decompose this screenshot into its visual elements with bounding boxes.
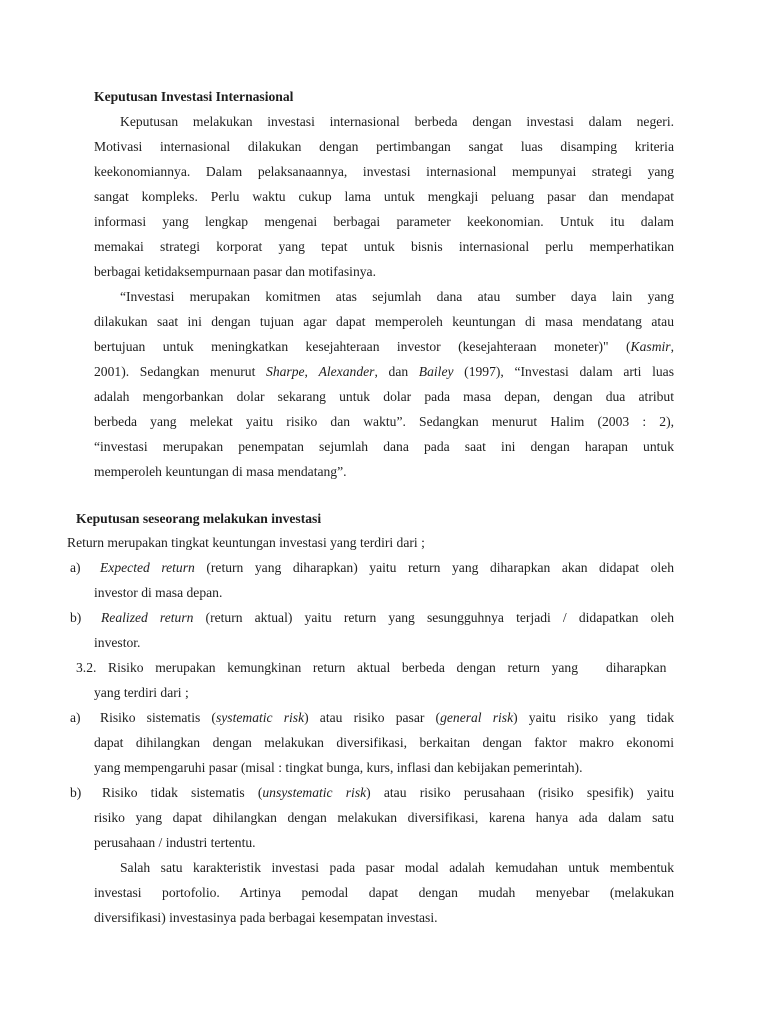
list-marker: a): [70, 560, 81, 575]
list-marker: b): [70, 610, 82, 625]
risk-definition-end: diharapkan: [606, 660, 667, 675]
term: Realized return: [101, 610, 194, 625]
paragraph-line: sangat kompleks. Perlu waktu cukup lama untuk mengkaji peluang pasar dan mendapat: [94, 189, 674, 204]
section-heading-investment-decision: Keputusan seseorang melakukan investasi: [76, 511, 322, 526]
paragraph-line: 2001). Sedangkan menurut Sharpe, Alexander, dan Bailey (1997), “Investasi dalam arti luas: [94, 364, 675, 379]
term: systematic risk: [215, 710, 305, 725]
paragraph-line: investasi portofolio. Artinya pemodal dapat dengan mudah menyebar (melakukan: [94, 885, 674, 900]
list-item-expected-return: Expected return (return yang diharapkan) yaitu return yang diharapkan akan didapat oleh: [100, 560, 674, 575]
paragraph-line: “Investasi merupakan komitmen atas sejumlah dana atau sumber daya lain yang: [120, 289, 674, 304]
author-name: Bailey: [418, 364, 454, 379]
paragraph-line: dilakukan saat ini dengan tujuan agar dapat memperoleh keuntungan di masa mendatang atau: [94, 314, 674, 329]
risk-definition-continuation: yang terdiri dari ;: [94, 685, 189, 700]
return-intro: Return merupakan tingkat keuntungan investasi yang terdiri dari ;: [67, 535, 425, 550]
author-name: Alexander: [318, 364, 375, 379]
list-marker: b): [70, 785, 82, 800]
term: general risk: [440, 710, 514, 725]
paragraph-line: Motivasi internasional dilakukan dengan pertimbangan sangat luas disamping kriteria: [94, 139, 674, 154]
paragraph-line: “investasi merupakan penempatan sejumlah dana pada saat ini dengan harapan untuk: [94, 439, 674, 454]
paragraph-line: Keputusan melakukan investasi internasional berbeda dengan investasi dalam negeri.: [120, 114, 674, 129]
list-marker: a): [70, 710, 81, 725]
list-item-continuation: investor di masa depan.: [94, 585, 223, 600]
paragraph-line: berbeda yang melekat yaitu risiko dan waktu”. Sedangkan menurut Halim (2003 : 2),: [94, 414, 674, 429]
list-item-continuation: yang mempengaruhi pasar (misal : tingkat bunga, kurs, inflasi dan kebijakan pemerintah).: [94, 760, 583, 775]
list-item-continuation: investor.: [94, 635, 141, 650]
section-heading-international-investment: Keputusan Investasi Internasional: [94, 89, 294, 104]
paragraph-line: memakai strategi korporat yang tepat untuk bisnis internasional perlu memperhatikan: [94, 239, 674, 254]
paragraph-line: keekonomiannya. Dalam pelaksanaannya, investasi internasional mempunyai strategi yang: [94, 164, 674, 179]
list-item-continuation: dapat dihilangkan dengan melakukan diversifikasi, berkaitan dengan faktor makro ekonomi: [94, 735, 674, 750]
paragraph-line: berbagai ketidaksempurnaan pasar dan motifasinya.: [94, 264, 376, 279]
paragraph-line: bertujuan untuk meningkatkan kesejahteraan investor (kesejahteraan moneter)" (Kasmir,: [94, 339, 674, 354]
paragraph-line: memperoleh keuntungan di masa mendatang”.: [94, 464, 347, 479]
citation-author: Kasmir: [630, 339, 671, 354]
paragraph-line: adalah mengorbankan dolar sekarang untuk dolar pada masa depan, dengan dua atribut: [94, 389, 674, 404]
list-item-realized-return: Realized return (return aktual) yaitu return yang sesungguhnya terjadi / didapatkan oleh: [101, 610, 675, 625]
paragraph-line: informasi yang lengkap mengenai berbagai parameter keekonomian. Untuk itu dalam: [94, 214, 674, 229]
risk-definition: 3.2. Risiko merupakan kemungkinan return aktual berbeda dengan return yang: [76, 660, 578, 675]
term: Expected return: [100, 560, 195, 575]
paragraph-line: Salah satu karakteristik investasi pada pasar modal adalah kemudahan untuk membentuk: [120, 860, 674, 875]
paragraph-line: diversifikasi) investasinya pada berbagai kesempatan investasi.: [94, 910, 438, 925]
list-item-continuation: perusahaan / industri tertentu.: [94, 835, 256, 850]
list-item-continuation: risiko yang dapat dihilangkan dengan melakukan diversifikasi, karena hanya ada dalam satu: [94, 810, 674, 825]
author-name: Sharpe: [266, 364, 305, 379]
term: unsystematic risk: [262, 785, 367, 800]
list-item-systematic-risk: Risiko sistematis (systematic risk) atau risiko pasar (general risk) yaitu risiko yang tidak: [100, 710, 674, 725]
list-item-unsystematic-risk: Risiko tidak sistematis (unsystematic risk) atau risiko perusahaan (risiko spesifik) yaitu: [102, 785, 674, 800]
